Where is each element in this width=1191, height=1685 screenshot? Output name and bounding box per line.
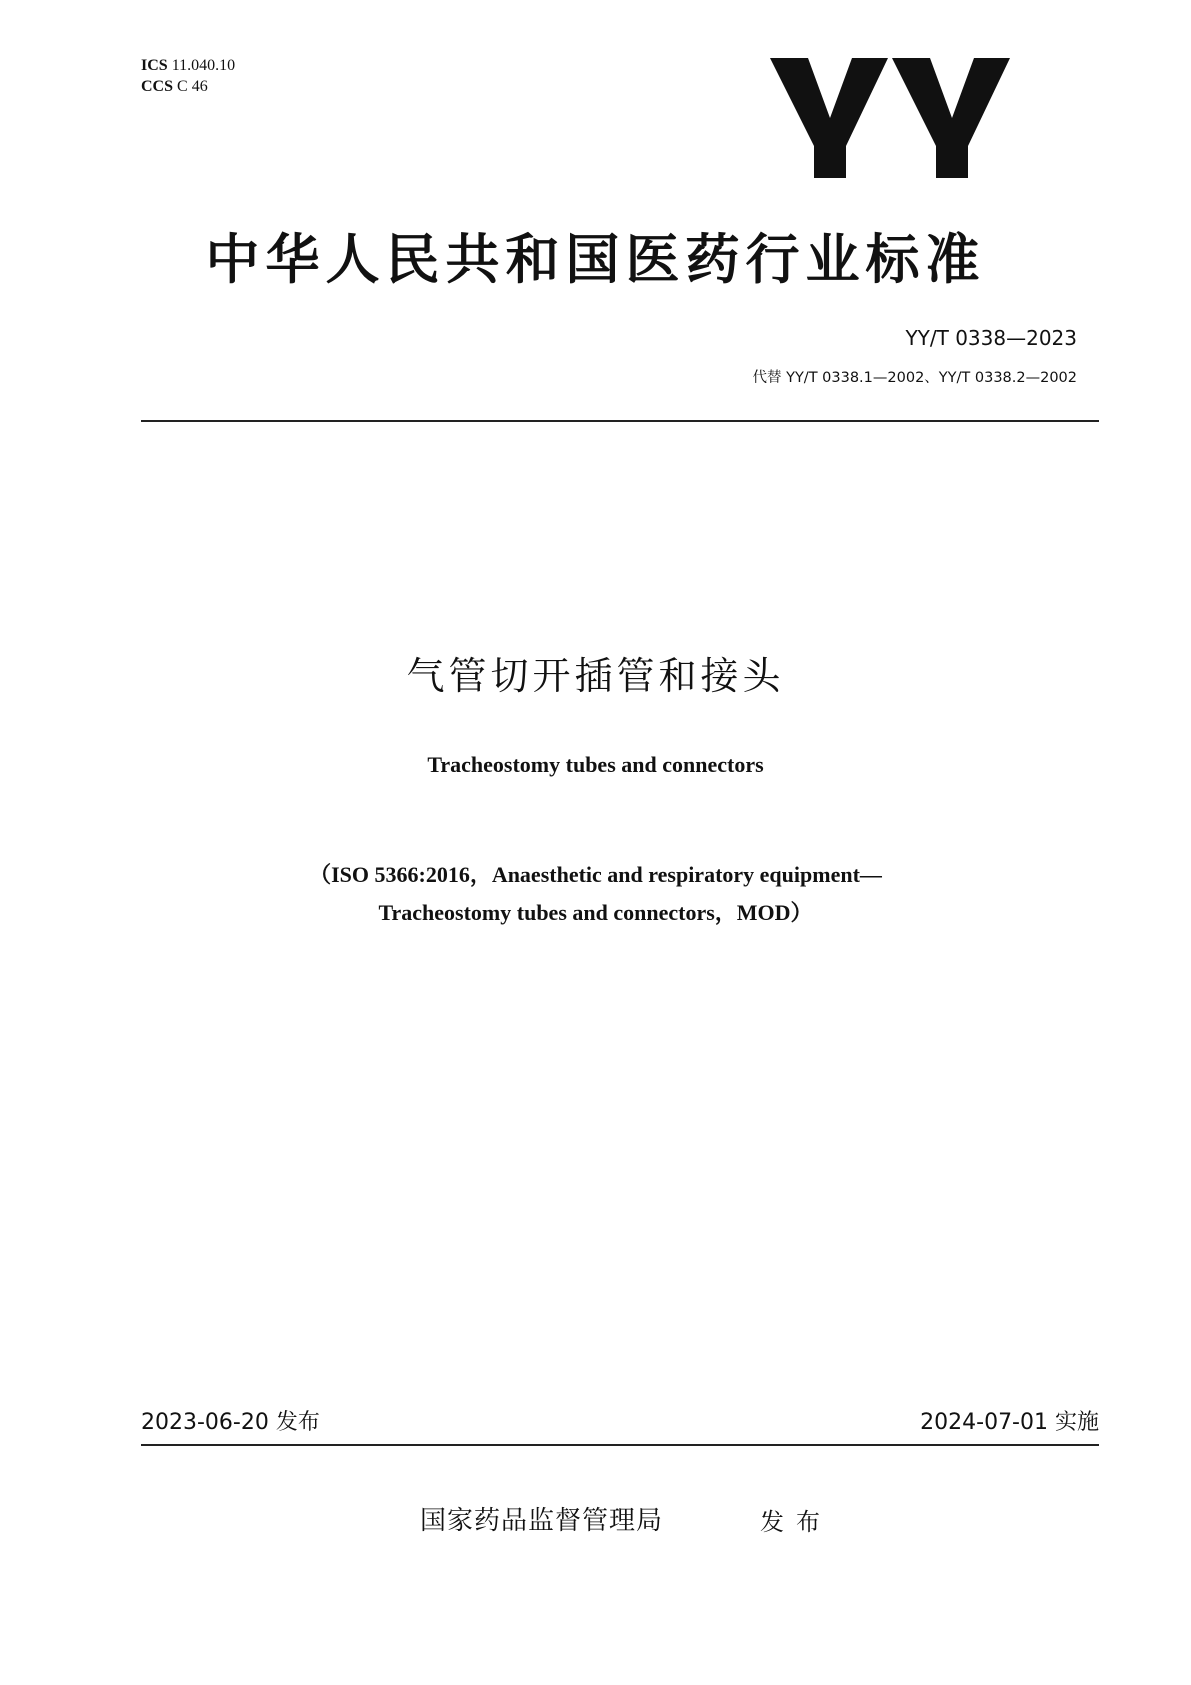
ics-code: 11.040.10 xyxy=(171,57,236,74)
bottom-divider xyxy=(141,1444,1099,1446)
top-divider xyxy=(141,420,1099,422)
issue-date: 2023-06-20 发布 xyxy=(141,1410,320,1435)
logo-letter-y-right xyxy=(892,58,1010,178)
ics-label: ICS xyxy=(141,57,168,74)
ccs-label: CCS xyxy=(141,78,174,95)
replaces-standards: 代替 YY/T 0338.1—2002、YY/T 0338.2—2002 xyxy=(752,370,1077,386)
ccs-code: C 46 xyxy=(177,78,208,95)
iso-reference-line2: Tracheostomy tubes and connectors，MOD） xyxy=(378,900,813,925)
iso-reference-line1: （ISO 5366:2016，Anaesthetic and respiratory equipment— xyxy=(309,862,882,887)
ccs-line xyxy=(141,76,235,97)
publish-label: 发布 xyxy=(760,1508,832,1536)
publisher-name: 国家药品监督管理局 xyxy=(420,1506,664,1536)
document-title-english: Tracheostomy tubes and connectors xyxy=(427,752,764,777)
document-title-chinese: 气管切开插管和接头 xyxy=(406,654,785,698)
ics-line xyxy=(141,55,235,76)
standard-category-title: 中华人民共和国医药行业标准 xyxy=(205,228,986,291)
standard-number: YY/T 0338—2023 xyxy=(905,326,1077,350)
classification-codes xyxy=(141,55,235,97)
logo-letter-y-left xyxy=(770,58,888,178)
yy-logo xyxy=(770,58,1010,198)
effective-date: 2024-07-01 实施 xyxy=(920,1410,1099,1435)
